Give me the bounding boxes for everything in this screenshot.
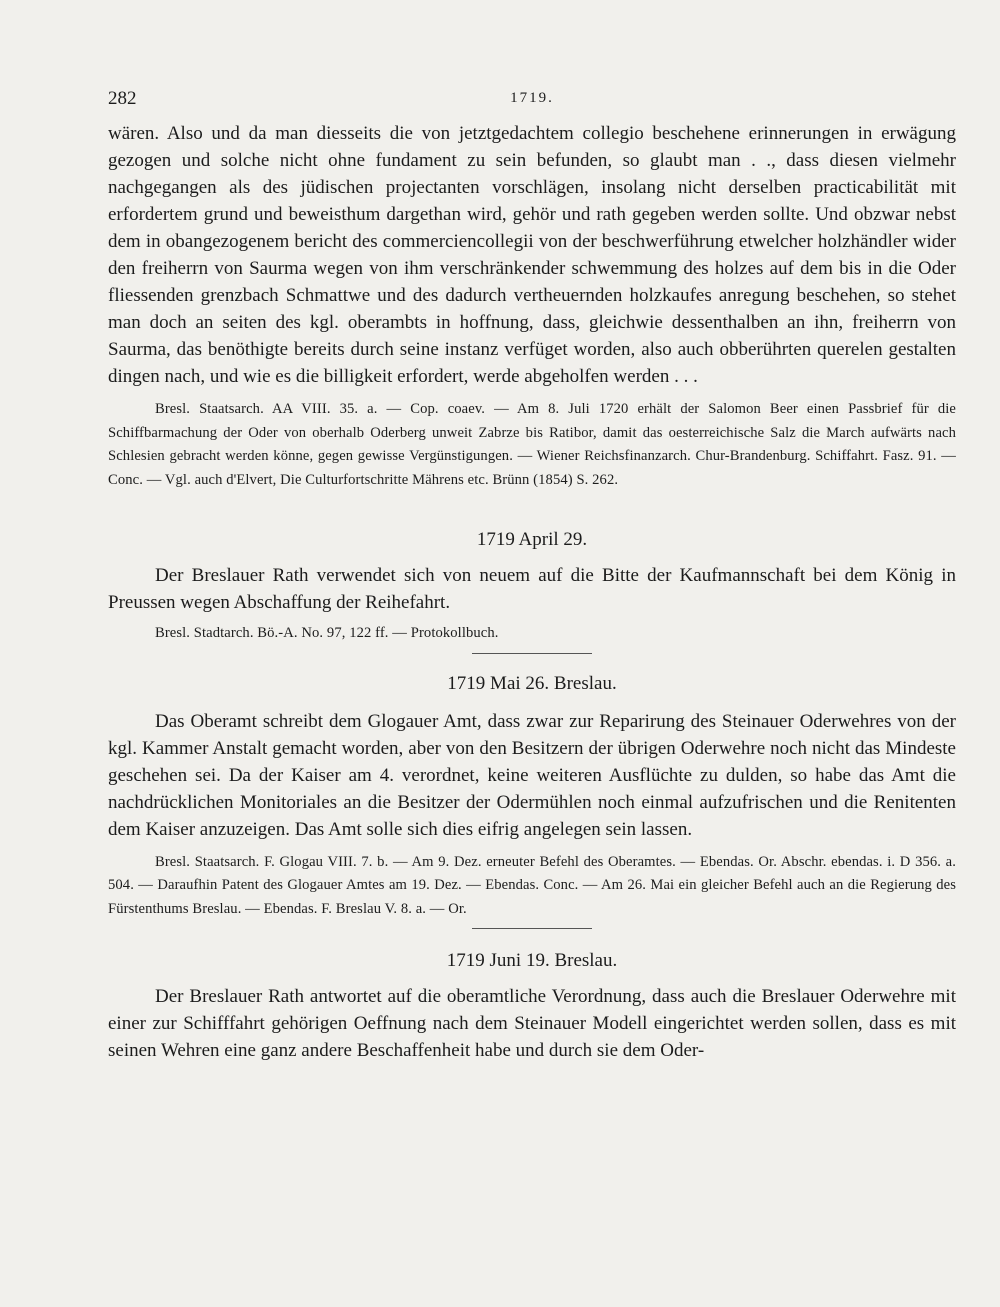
entry-text: Der Breslauer Rath verwendet sich von neuem auf die Bitte der Kaufmannschaft bei dem König in Preussen wegen Abschaffung der Reihefahrt. — [108, 565, 956, 613]
entry-heading: 1719 Mai 26. Breslau. — [447, 672, 617, 694]
page-number: 282 — [108, 88, 137, 109]
continuation-paragraph: wären. Also und da man diesseits die von jetztgedachtem collegio beschehene erinnerungen in erwägung gezogen und solche nicht ohne fundament zu sein befunden, so glaubt man . ., dass diesen vielmehr nachgegangen als des jüdischen projectanten vorschlägen, insolang nicht derselben practicabilität mit erfordertem grund und beweisthum dargethan wird, gehör und rath gegeben werden sollte. Und obzwar nebst dem in obangezogenem bericht des commerciencollegii von der beschwerführung etwelcher holzhändler wider den freiherrn von Saurma wegen von ihm verschränkender schwemmung des holzes auf dem bis in die Oder fliessenden grenzbach Schmattwe und des dadurch vertheuernden holzkaufes anregung beschehen, so stehet man doch an seiten des kgl. oberambts in hoffnung, dass, gleichwie dessenthalben an ihn, freiherrn von Saurma, das benöthigte bereits durch seine instanz verfüget worden, also auch obberührten querelen gestalten dingen nach, und wie es die billigkeit erfordert, werde abgeholfen werden . . . — [108, 123, 956, 387]
source-note: Bresl. Staatsarch. AA VIII. 35. a. — Cop. coaev. — Am 8. Juli 1720 erhält der Salomon Beer einen Passbrief für die Schiffbarmachung der Oder von oberhalb Oderberg unweit Zabrze bis Ratibor, damit das oesterreichische Salz die March aufwärts nach Schlesien gebracht werden könne, gegen gewisse Vergünstigungen. — Wiener Reichsfinanzarch. Chur-Brandenburg. Schiffahrt. Fasz. 91. — Conc. — Vgl. auch d'Elvert, Die Culturfortschritte Mährens etc. Brünn (1854) S. 262. — [108, 401, 956, 488]
running-head-year: 1719. — [510, 90, 554, 106]
source-note: Bresl. Stadtarch. Bö.-A. No. 97, 122 ff. — Protokollbuch. — [155, 625, 499, 641]
page-body — [108, 120, 956, 1064]
entry-heading: 1719 Juni 19. Breslau. — [446, 950, 618, 971]
separator-rule — [472, 653, 592, 654]
separator-rule — [472, 928, 592, 929]
entry-text: Der Breslauer Rath antwortet auf die oberamtliche Verordnung, dass auch die Breslauer Oderwehre mit einer zur Schifffahrt gehörigen Oeffnung nach dem Steinauer Modell eingerichtet werden sollen, dass es mit seinen Wehren eine ganz andere Beschaffenheit habe und durch sie dem Oder- — [108, 986, 956, 1061]
entry-text: Das Oberamt schreibt dem Glogauer Amt, dass zwar zur Reparirung des Steinauer Oderwehres von der kgl. Kammer Anstalt gemacht worden, aber von den Besitzern der übrigen Oderwehre noch nicht das Mindeste geschehen sei. Da der Kaiser am 4. verordnet, keine weiteren Ausflüchte zu dulden, so habe das Amt die nachdrücklichen Monitoriales an die Besitzer der Odermühlen noch einmal aufzufrischen und die Renitenten dem Kaiser anzuzeigen. Das Amt solle sich dies eifrig angelegen sein lassen. — [108, 710, 956, 840]
entry-heading: 1719 April 29. — [476, 529, 588, 550]
running-head — [108, 88, 956, 114]
source-note: Bresl. Staatsarch. F. Glogau VIII. 7. b. — Am 9. Dez. erneuter Befehl des Oberamtes. — Ebendas. Or. Abschr. ebendas. i. D 356. a. 504. — Daraufhin Patent des Glogauer Amtes am 19. Dez. — Ebendas. Conc. — Am 26. Mai ein gleicher Befehl auch an die Regierung des Fürstenthums Breslau. — Ebendas. F. Breslau V. 8. a. — Or. — [108, 853, 956, 917]
